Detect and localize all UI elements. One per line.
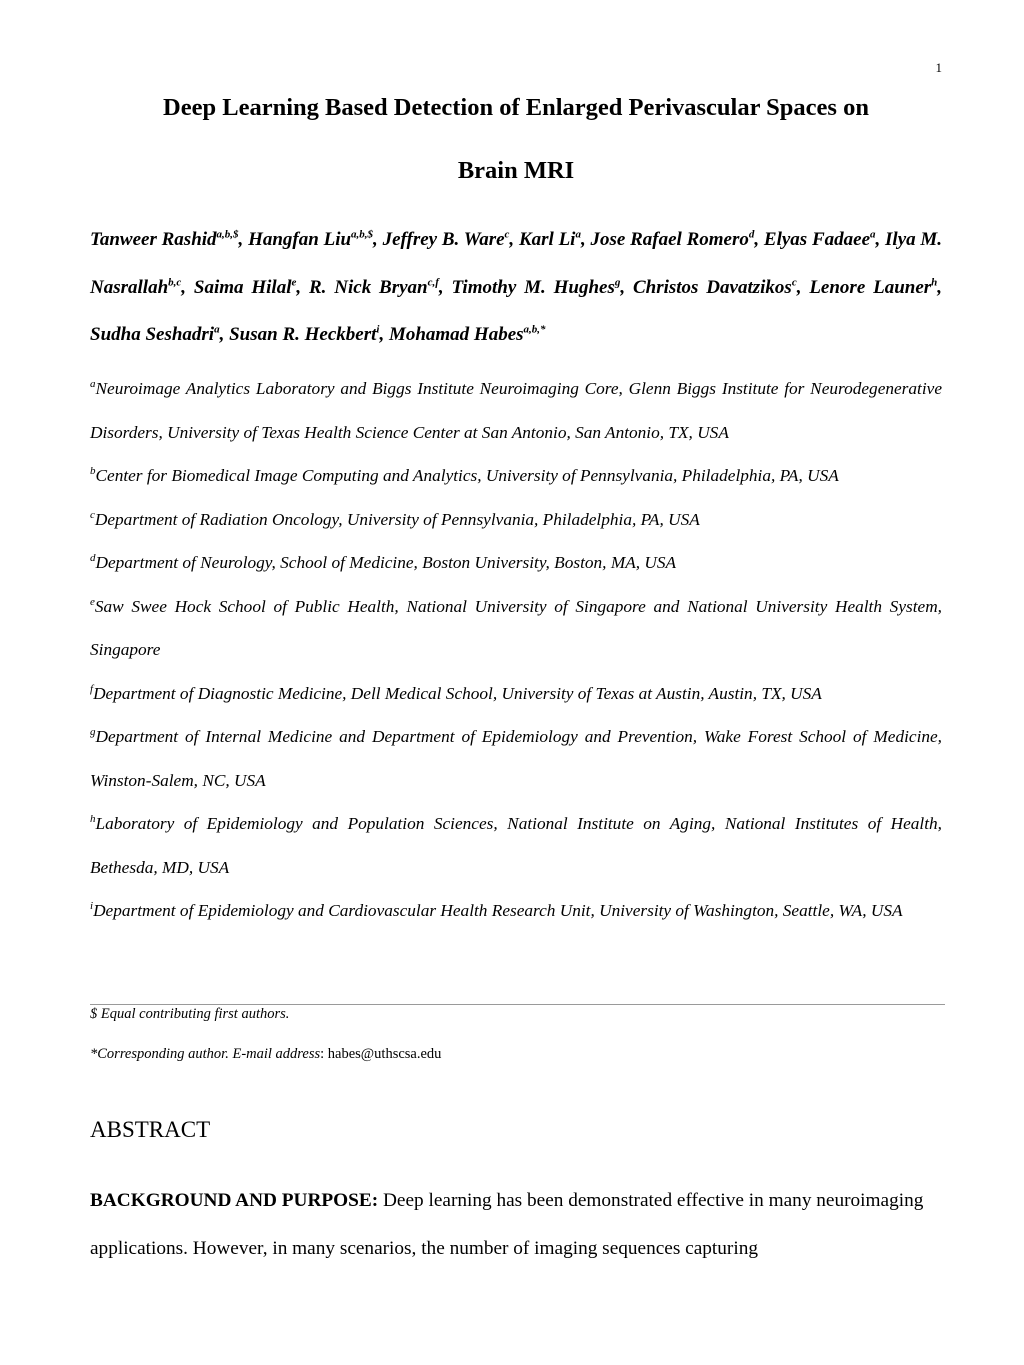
affiliation-text: Department of Internal Medicine and Department of Epidemiology and Prevention, Wake Forest School of Medicine, Winston-Salem, NC, USA	[90, 727, 942, 790]
author	[229, 324, 379, 345]
author-list: Tanweer Rashid$^{a,b,\$}$, Hangfan Liu$^{a,b,\$}$, Jeffrey B. Ware$^c$, Karl Li$^a$, Jose Rafael Romero$^d$, Elyas Fadaee$^a$, Ilya M. Nasrallah$^{b,c}$, Saima Hilal$^e$, R. Nick Bryan$^{c,f}$, Timothy M. Hughes$^g$, Christos Davatzikos$^c$, Lenore Launer$^h$, Sudha Seshadri$^a$, Susan R. Heckbert$^i$, Mohamad Habes$^{a,b,*}$	[90, 228, 943, 345]
author-name: Jose Rafael Romero	[590, 229, 749, 250]
author-name: Hangfan Liu	[248, 229, 352, 250]
author	[383, 229, 510, 250]
affiliation	[90, 498, 942, 542]
author-affiliation-mark: c	[504, 228, 510, 241]
paper-title-line-1: Deep Learning Based Detection of Enlarged Perivascular Spaces on	[163, 94, 869, 121]
affiliation-text: Center for Biomedical Image Computing and Analytics, University of Pennsylvania, Philadelphia, PA, USA	[95, 466, 839, 485]
corresponding-author-label: *Corresponding author. E-mail address	[90, 1046, 321, 1062]
author-affiliation-mark: b,c	[168, 276, 182, 289]
author-name: Christos Davatzikos	[632, 276, 792, 298]
author	[90, 324, 220, 345]
author-affiliation-mark: g	[614, 276, 621, 289]
author	[309, 277, 439, 298]
affiliation-mark: f	[90, 682, 94, 695]
affiliation-text: Saw Swee Hock School of Public Health, National University of Singapore and National University Health System, Singapore	[90, 596, 942, 659]
author	[633, 277, 797, 298]
affiliation-mark: h	[90, 813, 96, 826]
affiliation-mark: g	[90, 726, 96, 739]
author-name: Timothy M. Hughes	[451, 276, 615, 298]
page-number: 1	[935, 60, 942, 75]
author-affiliation-mark: a	[214, 323, 220, 336]
abstract-body	[90, 1177, 942, 1273]
author-affiliation-mark: a,b,$	[216, 228, 239, 241]
author-affiliation-mark: a	[870, 228, 876, 241]
author	[809, 277, 937, 298]
author-name: Karl Li	[518, 229, 576, 250]
affiliation-text: Department of Epidemiology and Cardiovascular Health Research Unit, University of Washington, Seattle, WA, USA	[93, 901, 903, 920]
affiliation-mark: e	[90, 595, 95, 608]
author	[591, 229, 755, 250]
author-affiliation-mark: c	[791, 276, 797, 289]
affiliation-text: Department of Radiation Oncology, University of Pennsylvania, Philadelphia, PA, USA	[94, 509, 700, 529]
affiliation-mark: d	[90, 552, 96, 565]
author-name: Jeffrey B. Ware	[382, 229, 505, 250]
footnote-divider	[90, 1004, 945, 1005]
author-name: Saima Hilal	[193, 276, 292, 298]
affiliation-mark: a	[90, 378, 96, 391]
author-affiliation-mark: c,f	[427, 276, 439, 289]
author-name: Sudha Seshadri	[90, 324, 215, 345]
paper-title-line-2: Brain MRI	[457, 157, 575, 184]
author-name: Mohamad Habes	[388, 324, 524, 345]
affiliation	[90, 715, 942, 802]
affiliation-mark: b	[90, 465, 96, 478]
footnote-equal-contribution: $ Equal contributing first authors.	[90, 1006, 290, 1022]
affiliation-text: Department of Neurology, School of Medicine, Boston University, Boston, MA, USA	[95, 553, 677, 572]
affiliation-text: Laboratory of Epidemiology and Population Sciences, National Institute on Aging, National Institutes of Health, Bethesda, MD, USA	[90, 814, 942, 877]
affiliation	[90, 367, 942, 454]
author	[248, 229, 373, 250]
author-name: R. Nick Bryan	[308, 276, 428, 298]
affiliation-mark: c	[90, 508, 95, 521]
affiliation	[90, 585, 942, 672]
author-affiliation-mark: i	[376, 323, 380, 336]
footnote-corresponding-author	[90, 1046, 441, 1063]
author-affiliation-mark: a,b,$	[351, 228, 374, 241]
affiliation	[90, 541, 942, 585]
corresponding-email: habes@uthscsa.edu	[327, 1046, 442, 1062]
author-affiliation-mark: a	[575, 228, 581, 241]
affiliation	[90, 889, 942, 933]
author	[764, 229, 876, 250]
author-affiliation-mark: d	[748, 228, 755, 241]
affiliation	[90, 672, 942, 716]
author	[519, 229, 581, 250]
author	[194, 277, 296, 298]
affiliation-text: Neuroimage Analytics Laboratory and Biggs Institute Neuroimaging Core, Glenn Biggs Institute for Neurodegenerative Disorders, University of Texas Health Science Center at San Antonio, San Antonio, TX, USA	[90, 379, 942, 442]
author-name: Susan R. Heckbert	[229, 324, 377, 345]
affiliation	[90, 802, 942, 889]
author-affiliation-mark: a,b,*	[523, 323, 546, 336]
author	[389, 324, 546, 345]
abstract-text: Deep learning has been demonstrated effective in many neuroimaging applications. However, in many scenarios, the number of imaging sequences capturing	[90, 1190, 924, 1259]
author	[452, 277, 621, 298]
author-name: Elyas Fadaee	[763, 229, 870, 250]
abstract-section-label: BACKGROUND AND PURPOSE:	[90, 1190, 379, 1211]
author	[90, 229, 239, 250]
author-name: Lenore Launer	[809, 276, 932, 298]
affiliation-list	[90, 367, 942, 933]
affiliation	[90, 454, 942, 498]
author-name: Tanweer Rashid	[90, 229, 217, 250]
author-affiliation-mark: h	[931, 276, 938, 289]
author-name: Ilya M. Nasrallah	[90, 229, 943, 298]
author-affiliation-mark: e	[291, 276, 297, 289]
affiliation-mark: i	[90, 900, 94, 913]
abstract-heading: ABSTRACT	[90, 1117, 211, 1142]
affiliation-text: Department of Diagnostic Medicine, Dell Medical School, University of Texas at Austin, Austin, TX, USA	[93, 683, 822, 703]
corresponding-colon: :	[320, 1046, 325, 1062]
